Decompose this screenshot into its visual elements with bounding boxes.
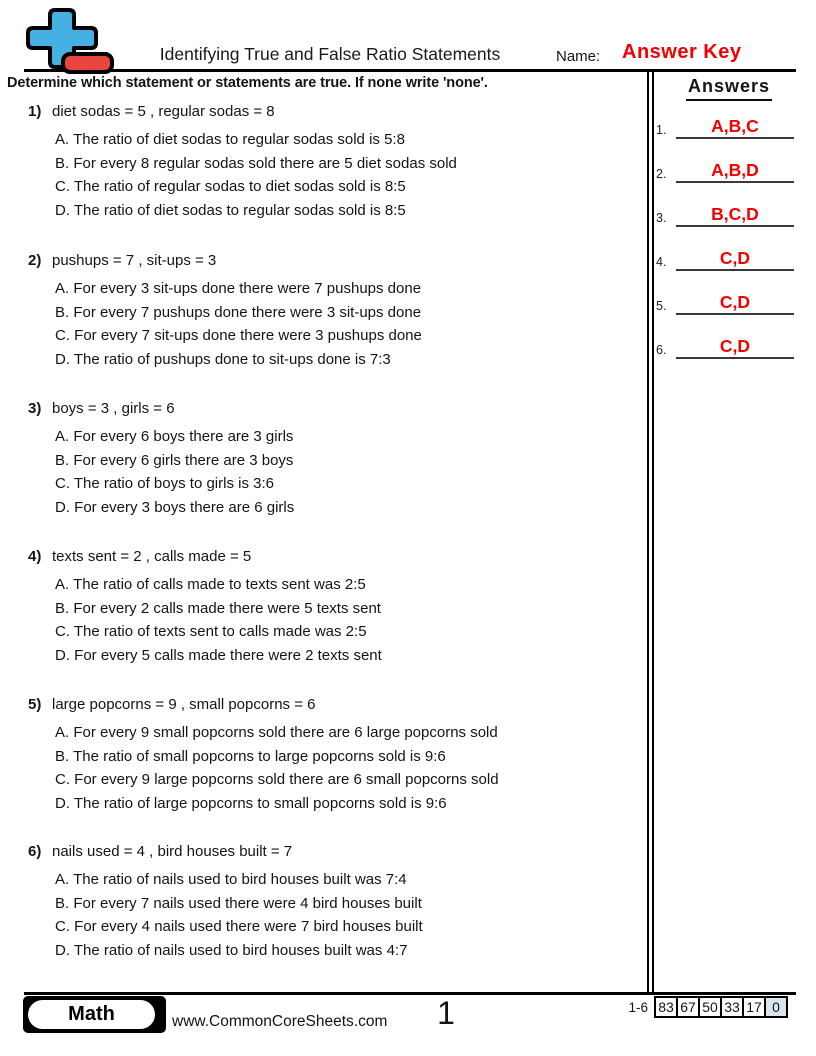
option-c: C. The ratio of regular sodas to diet sodas sold is 8:5 — [55, 178, 406, 195]
answer-row-1 — [654, 116, 794, 139]
question-3 — [28, 400, 628, 519]
question-stem-text: pushups = 7 , sit-ups = 3 — [52, 252, 217, 269]
score-range-label: 1-6 — [628, 1000, 648, 1015]
score-cell: 33 — [720, 996, 744, 1018]
subject-badge-label: Math — [28, 1000, 155, 1029]
option-d: D. For every 3 boys there are 6 girls — [55, 498, 295, 516]
score-table — [654, 996, 788, 1018]
page-title: Identifying True and False Ratio Statements — [159, 44, 501, 64]
commoncoresheets-logo-icon — [24, 8, 116, 76]
answer-number: 3. — [656, 211, 667, 225]
option-b: B. For every 8 regular sodas sold there are 5 diet sodas sold — [55, 154, 457, 172]
option-a: A. For every 3 sit-ups done there were 7 pushups done — [55, 280, 422, 297]
option-a: A. The ratio of diet sodas to regular sodas sold is 5:8 — [55, 131, 405, 148]
answers-column-divider — [647, 71, 654, 993]
answer-number: 1. — [656, 123, 667, 137]
option-c: C. For every 4 nails used there were 7 bird houses built — [55, 918, 423, 935]
question-1 — [28, 103, 628, 222]
answer-value: C,D — [676, 336, 794, 359]
question-number: 1) — [28, 103, 42, 120]
option-d: D. The ratio of nails used to bird houses built was 4:7 — [55, 941, 408, 959]
question-number: 3) — [28, 400, 42, 417]
option-c: C. For every 7 sit-ups done there were 3 pushups done — [55, 327, 422, 344]
option-b: B. For every 7 nails used there were 4 bird houses built — [55, 894, 422, 912]
answer-row-2 — [654, 160, 794, 183]
options-list — [55, 128, 628, 222]
answer-row-3 — [654, 204, 794, 227]
footer-divider-line — [24, 992, 796, 995]
option-a: A. For every 9 small popcorns sold there are 6 large popcorns sold — [55, 724, 498, 741]
answer-key-text: Answer Key — [622, 41, 742, 63]
score-cell-zero: 0 — [764, 996, 788, 1018]
options-list — [55, 868, 628, 962]
option-b: B. For every 6 girls there are 3 boys — [55, 451, 294, 469]
question-2 — [28, 252, 628, 371]
option-c: C. For every 9 large popcorns sold there are 6 small popcorns sold — [55, 771, 499, 788]
website-url: www.CommonCoreSheets.com — [172, 1013, 388, 1030]
option-d: D. The ratio of pushups done to sit-ups done is 7:3 — [55, 350, 391, 368]
question-stem-text: diet sodas = 5 , regular sodas = 8 — [52, 103, 275, 120]
name-label: Name: — [556, 48, 601, 65]
question-stem — [28, 843, 628, 860]
answer-number: 5. — [656, 299, 667, 313]
options-list — [55, 573, 628, 667]
question-stem-text: nails used = 4 , bird houses built = 7 — [52, 843, 293, 860]
options-list — [55, 277, 628, 371]
option-d: D. The ratio of diet sodas to regular sodas sold is 8:5 — [55, 201, 406, 219]
option-a: A. The ratio of nails used to bird houses built was 7:4 — [55, 871, 407, 888]
question-stem — [28, 696, 628, 713]
answer-value: A,B,C — [676, 116, 794, 139]
option-a: A. For every 6 boys there are 3 girls — [55, 428, 294, 445]
options-list — [55, 425, 628, 519]
question-5 — [28, 696, 628, 815]
option-c: C. The ratio of boys to girls is 3:6 — [55, 475, 274, 492]
question-stem-text: texts sent = 2 , calls made = 5 — [52, 548, 252, 565]
question-4 — [28, 548, 628, 667]
page-number: 1 — [437, 995, 455, 1031]
answer-value: A,B,D — [676, 160, 794, 183]
option-b: B. For every 7 pushups done there were 3 sit-ups done — [55, 303, 422, 321]
question-stem — [28, 400, 628, 417]
question-stem — [28, 103, 628, 120]
minus-icon — [63, 54, 112, 72]
answer-row-4 — [654, 248, 794, 271]
score-cell: 17 — [742, 996, 766, 1018]
answer-number: 2. — [656, 167, 667, 181]
score-cell: 83 — [654, 996, 678, 1018]
question-6 — [28, 843, 628, 962]
answer-value: B,C,D — [676, 204, 794, 227]
question-stem — [28, 548, 628, 565]
question-number: 6) — [28, 843, 42, 860]
answer-number: 4. — [656, 255, 667, 269]
answer-value: C,D — [676, 248, 794, 271]
answer-row-5 — [654, 292, 794, 315]
answer-number: 6. — [656, 343, 667, 357]
question-stem — [28, 252, 628, 269]
answer-value: C,D — [676, 292, 794, 315]
answers-heading — [653, 76, 805, 101]
instruction-text: Determine which statement or statements are true. If none write 'none'. — [7, 75, 488, 91]
answer-row-6 — [654, 336, 794, 359]
question-number: 4) — [28, 548, 42, 565]
score-cell: 67 — [676, 996, 700, 1018]
option-b: B. The ratio of small popcorns to large popcorns sold is 9:6 — [55, 747, 446, 765]
question-stem-text: boys = 3 , girls = 6 — [52, 400, 175, 417]
question-number: 2) — [28, 252, 42, 269]
option-a: A. The ratio of calls made to texts sent was 2:5 — [55, 576, 366, 593]
option-d: D. The ratio of large popcorns to small popcorns sold is 9:6 — [55, 794, 447, 812]
options-list — [55, 721, 628, 815]
question-number: 5) — [28, 696, 42, 713]
option-b: B. For every 2 calls made there were 5 texts sent — [55, 599, 381, 617]
subject-badge — [23, 996, 166, 1033]
question-stem-text: large popcorns = 9 , small popcorns = 6 — [52, 696, 316, 713]
option-d: D. For every 5 calls made there were 2 texts sent — [55, 646, 382, 664]
score-cell: 50 — [698, 996, 722, 1018]
option-c: C. The ratio of texts sent to calls made was 2:5 — [55, 623, 367, 640]
answers-heading-label: Answers — [686, 76, 772, 101]
header-divider-line — [24, 69, 796, 72]
